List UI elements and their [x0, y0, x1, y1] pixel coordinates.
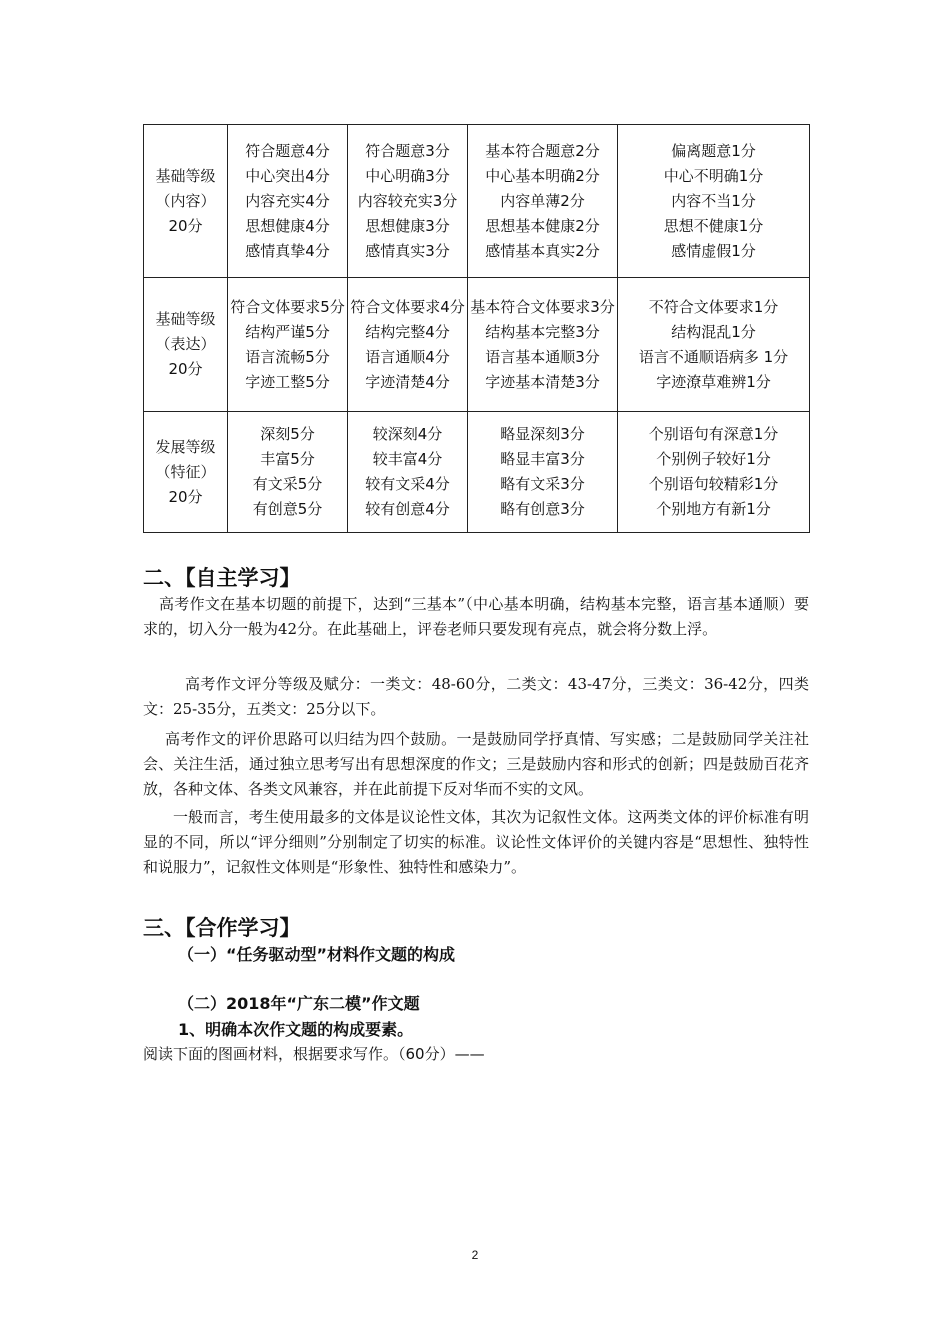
table-cell: 基本符合文体要求3分 结构基本完整3分 语言基本通顺3分 字迹基本清楚3分: [468, 278, 618, 412]
table-row: [144, 278, 810, 412]
table-cell: 深刻5分 丰富5分 有文采5分 有创意5分: [228, 412, 348, 533]
table-cell: 符合题意3分 中心明确3分 内容较充实3分 思想健康3分 感情真实3分: [348, 125, 468, 278]
section-heading: 三、【合作学习】: [143, 916, 301, 940]
table-cell: 符合题意4分 中心突出4分 内容充实4分 思想健康4分 感情真挚4分: [228, 125, 348, 278]
subheading: （一）“任务驱动型”材料作文题的构成: [178, 945, 456, 964]
table-cell: 较深刻4分 较丰富4分 较有文采4分 较有创意4分: [348, 412, 468, 533]
section-heading: 二、【自主学习】: [143, 566, 301, 590]
instruction-text: 阅读下面的图画材料，根据要求写作。（60分）——: [143, 1045, 485, 1063]
numbered-item: 1、明确本次作文题的构成要素。: [178, 1020, 414, 1039]
page-number: 2: [471, 1248, 479, 1262]
paragraph: 高考作文的评价思路可以归结为四个鼓励。一是鼓励同学抒真情、写实感；二是鼓励同学关注社会、关注生活，通过独立思考写出有思想深度的作文；三是鼓励内容和形式的创新；四是鼓励百花齐放，各种文体、各类文风兼容，并在此前提下反对华而不实的文风。: [143, 730, 809, 798]
table-cell: 符合文体要求5分 结构严谨5分 语言流畅5分 字迹工整5分: [228, 278, 348, 412]
table-cell: 个别语句有深意1分 个别例子较好1分 个别语句较精彩1分 个别地方有新1分: [618, 412, 810, 533]
grading-table: [143, 124, 810, 533]
table-cell: 符合文体要求4分 结构完整4分 语言通顺4分 字迹清楚4分: [348, 278, 468, 412]
table-cell: 基本符合题意2分 中心基本明确2分 内容单薄2分 思想基本健康2分 感情基本真实2分: [468, 125, 618, 278]
paragraph: 一般而言，考生使用最多的文体是议论性文体，其次为记叙性文体。这两类文体的评价标准有明显的不同，所以“评分细则”分别制定了切实的标准。议论性文体评价的关键内容是“思想性、独特性和说服力”，记叙性文体则是“形象性、独特性和感染力”。: [143, 808, 809, 876]
paragraph: 高考作文在基本切题的前提下，达到“三基本”（中心基本明确，结构基本完整，语言基本通顺）要求的，切入分一般为42分。在此基础上，评卷老师只要发现有亮点，就会将分数上浮。: [143, 595, 809, 638]
row-header: 基础等级 （内容） 20分: [144, 125, 228, 278]
row-header: 发展等级 （特征） 20分: [144, 412, 228, 533]
paragraph: 高考作文评分等级及赋分：一类文：48-60分，二类文：43-47分，三类文：36-42分，四类文：25-35分，五类文：25分以下。: [143, 675, 809, 718]
table-row: [144, 125, 810, 278]
table-row: [144, 412, 810, 533]
table-cell: 偏离题意1分 中心不明确1分 内容不当1分 思想不健康1分 感情虚假1分: [618, 125, 810, 278]
subheading: （二）2018年“广东二模”作文题: [178, 994, 420, 1013]
table-cell: 不符合文体要求1分 结构混乱1分 语言不通顺语病多 1分 字迹潦草难辨1分: [618, 278, 810, 412]
table-cell: 略显深刻3分 略显丰富3分 略有文采3分 略有创意3分: [468, 412, 618, 533]
row-header: 基础等级 （表达） 20分: [144, 278, 228, 412]
